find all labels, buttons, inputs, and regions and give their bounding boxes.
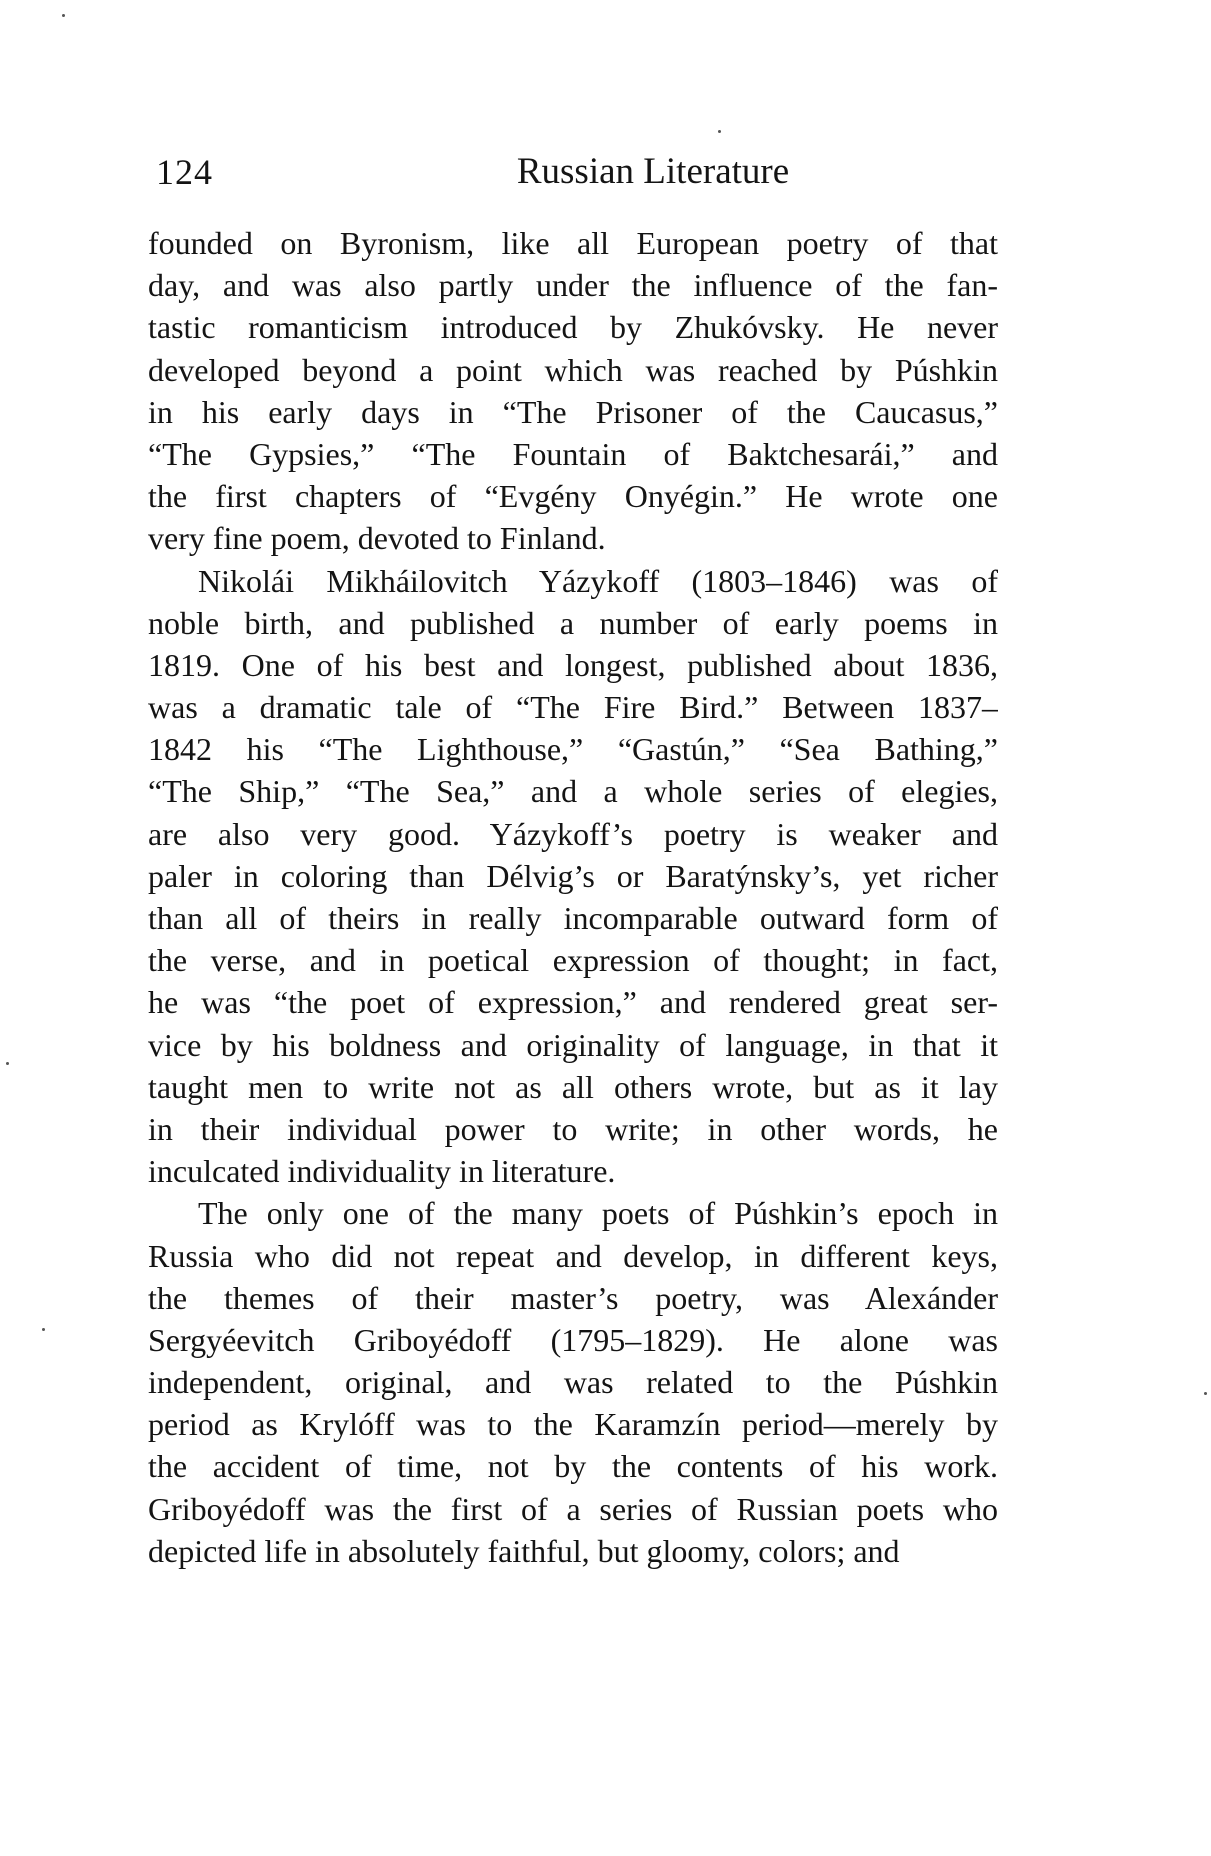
- text-line: than all of theirs in really incomparable outward form of: [148, 900, 998, 936]
- body-text: [148, 222, 998, 1572]
- text-line: tastic romanticism introduced by Zhukóvsky. He never: [148, 309, 998, 346]
- text-line: in his early days in “The Prisoner of the Caucasus,”: [148, 393, 998, 430]
- paragraph: [148, 1192, 998, 1572]
- text-line: paler in coloring than Délvig’s or Baratýnsky’s, yet richer: [148, 857, 998, 894]
- text-line: taught men to write not as all others wrote, but as it lay: [148, 1068, 998, 1105]
- running-title: Russian Literature: [516, 151, 790, 192]
- text-line: was a dramatic tale of “The Fire Bird.” Between 1837–: [148, 689, 998, 726]
- text-line: Sergyéevitch Griboyédoff (1795–1829). He alone was: [148, 1321, 998, 1358]
- text-line: the themes of their master’s poetry, was Alexánder: [148, 1279, 998, 1316]
- text-line: the first chapters of “Evgény Onyégin.” He wrote one: [148, 478, 998, 515]
- print-speck: [42, 1328, 45, 1331]
- text-line: he was “the poet of expression,” and rendered great ser-: [148, 984, 998, 1021]
- text-line: period as Krylóff was to the Karamzín period—merely by: [148, 1406, 998, 1443]
- text-line: very fine poem, devoted to Finland.: [148, 520, 606, 557]
- print-speck: [1204, 1392, 1207, 1395]
- text-line: developed beyond a point which was reached by Púshkin: [148, 351, 998, 388]
- text-line: day, and was also partly under the influence of the fan-: [148, 267, 998, 304]
- text-line: Russia who did not repeat and develop, in different keys,: [148, 1237, 998, 1274]
- text-line: the verse, and in poetical expression of thought; in fact,: [148, 942, 998, 979]
- text-line: Nikolái Mikháilovitch Yázykoff (1803–1846) was of: [198, 562, 998, 599]
- text-line: Griboyédoff was the first of a series of Russian poets who: [148, 1490, 998, 1527]
- paragraph: [148, 222, 998, 560]
- page-number: 124: [156, 152, 213, 192]
- text-line: 1819. One of his best and longest, published about 1836,: [148, 646, 998, 683]
- text-line: 1842 his “The Lighthouse,” “Gastún,” “Sea Bathing,”: [148, 731, 998, 768]
- text-line: are also very good. Yázykoff’s poetry is weaker and: [148, 815, 998, 852]
- text-line: independent, original, and was related to the Púshkin: [148, 1364, 998, 1401]
- paragraph: [148, 560, 998, 1193]
- text-line: depicted life in absolutely faithful, but gloomy, colors; and: [148, 1532, 900, 1569]
- print-speck: [718, 130, 721, 133]
- text-line: The only one of the many poets of Púshkin’s epoch in: [198, 1195, 998, 1232]
- print-speck: [6, 1062, 9, 1065]
- text-line: inculcated individuality in literature.: [148, 1153, 616, 1190]
- page-header: [148, 148, 998, 200]
- text-line: “The Ship,” “The Sea,” and a whole series of elegies,: [148, 773, 998, 810]
- text-line: in their individual power to write; in other words, he: [148, 1110, 998, 1147]
- text-line: vice by his boldness and originality of language, in that it: [148, 1026, 998, 1063]
- text-line: “The Gypsies,” “The Fountain of Baktchesarái,” and: [148, 435, 998, 472]
- text-line: founded on Byronism, like all European poetry of that: [148, 225, 998, 261]
- print-speck: [62, 14, 65, 17]
- text-line: the accident of time, not by the contents of his work.: [148, 1448, 998, 1485]
- text-line: noble birth, and published a number of early poems in: [148, 604, 998, 641]
